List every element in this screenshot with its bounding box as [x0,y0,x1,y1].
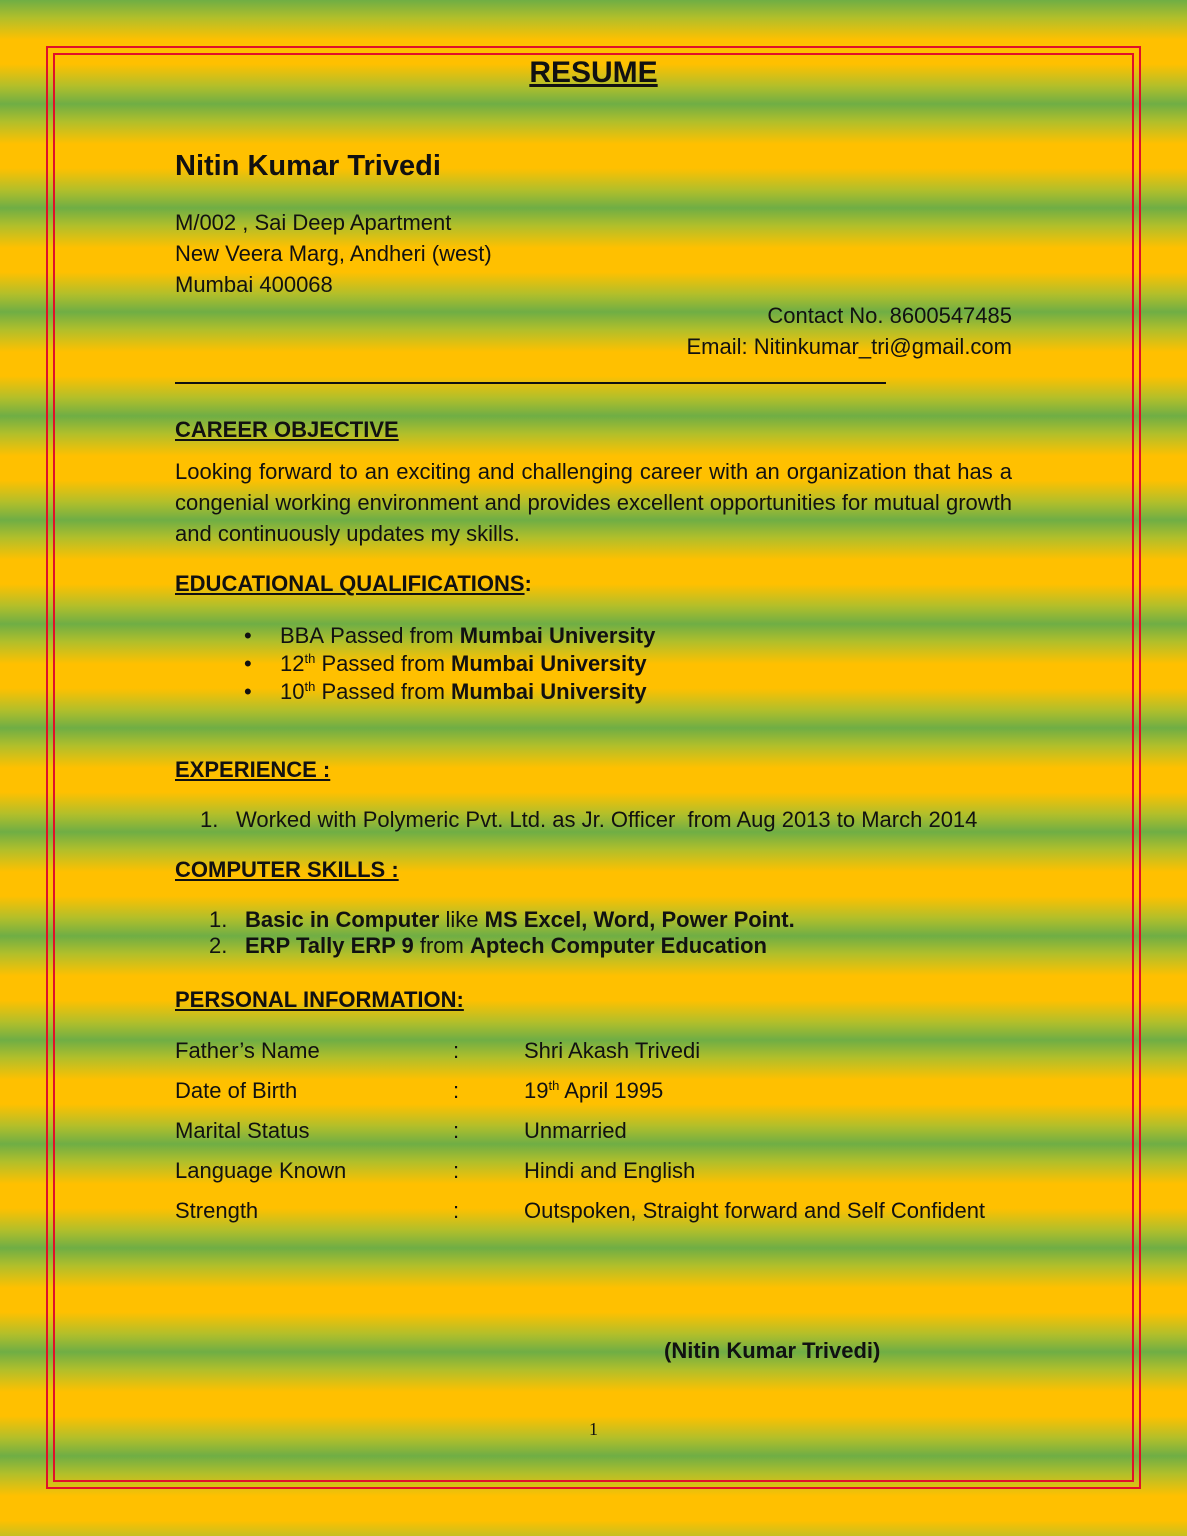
address-line-2: New Veera Marg, Andheri (west) [175,241,492,266]
education-heading-colon: : [524,571,532,596]
personal-info-value: Unmarried [524,1118,627,1143]
header-divider [175,382,886,384]
candidate-name: Nitin Kumar Trivedi [175,150,441,182]
experience-heading: EXPERIENCE : [175,757,331,782]
personal-info-value: Shri Akash Trivedi [524,1038,701,1063]
career-objective-heading: CAREER OBJECTIVE [175,417,399,442]
personal-info-label: Father’s Name [175,1038,320,1063]
page-number: 1 [589,1419,598,1439]
personal-info-label: Strength [175,1198,259,1223]
list-item: • 10th Passed from Mumbai University [244,679,647,704]
list-number: 1. [200,807,219,832]
list-item: • BBA Passed from Mumbai University [244,623,656,648]
personal-info-value: 19th April 1995 [524,1078,664,1103]
signature-name: (Nitin Kumar Trivedi) [664,1338,881,1363]
list-item: • 12th Passed from Mumbai University [244,651,647,676]
education-heading [175,571,532,597]
bullet-icon: • [244,679,252,704]
personal-info-colon: : [453,1118,460,1143]
personal-info-value: Outspoken, Straight forward and Self Confident [524,1198,986,1223]
personal-info-heading: PERSONAL INFORMATION: [175,987,464,1012]
personal-info-colon: : [453,1198,460,1223]
personal-info-label: Language Known [175,1158,347,1183]
personal-info-label: Date of Birth [175,1078,298,1103]
personal-info-colon: : [453,1078,460,1103]
personal-info-colon: : [453,1038,460,1063]
bullet-icon: • [244,651,252,676]
list-item: 1. Basic in Computer like MS Excel, Word, Power Point. [209,907,795,932]
personal-info-colon: : [453,1158,460,1183]
list-number: 1. [209,907,228,932]
computer-skills-heading: COMPUTER SKILLS : [175,857,399,882]
personal-info-label: Marital Status [175,1118,310,1143]
education-heading-text: EDUCATIONAL QUALIFICATIONS [175,571,525,596]
address-line-3: Mumbai 400068 [175,272,333,297]
list-item [200,807,977,833]
resume-title: RESUME [529,56,658,89]
email-address[interactable]: Email: Nitinkumar_tri@gmail.com [686,334,1012,359]
experience-text: Worked with Polymeric Pvt. Ltd. as Jr. Officer from Aug 2013 to March 2014 [236,807,978,832]
contact-number: Contact No. 8600547485 [767,303,1012,328]
address-line-1: M/002 , Sai Deep Apartment [175,210,452,235]
personal-info-value: Hindi and English [524,1158,696,1183]
list-item: 2. ERP Tally ERP 9 from Aptech Computer Education [209,933,767,958]
career-objective-text: Looking forward to an exciting and challenging career with an organization that has a congenial working environment and provides excellent opportunities for mutual growth and continuously updates my skills. [175,459,1012,546]
list-number: 2. [209,933,228,958]
bullet-icon: • [244,623,252,648]
